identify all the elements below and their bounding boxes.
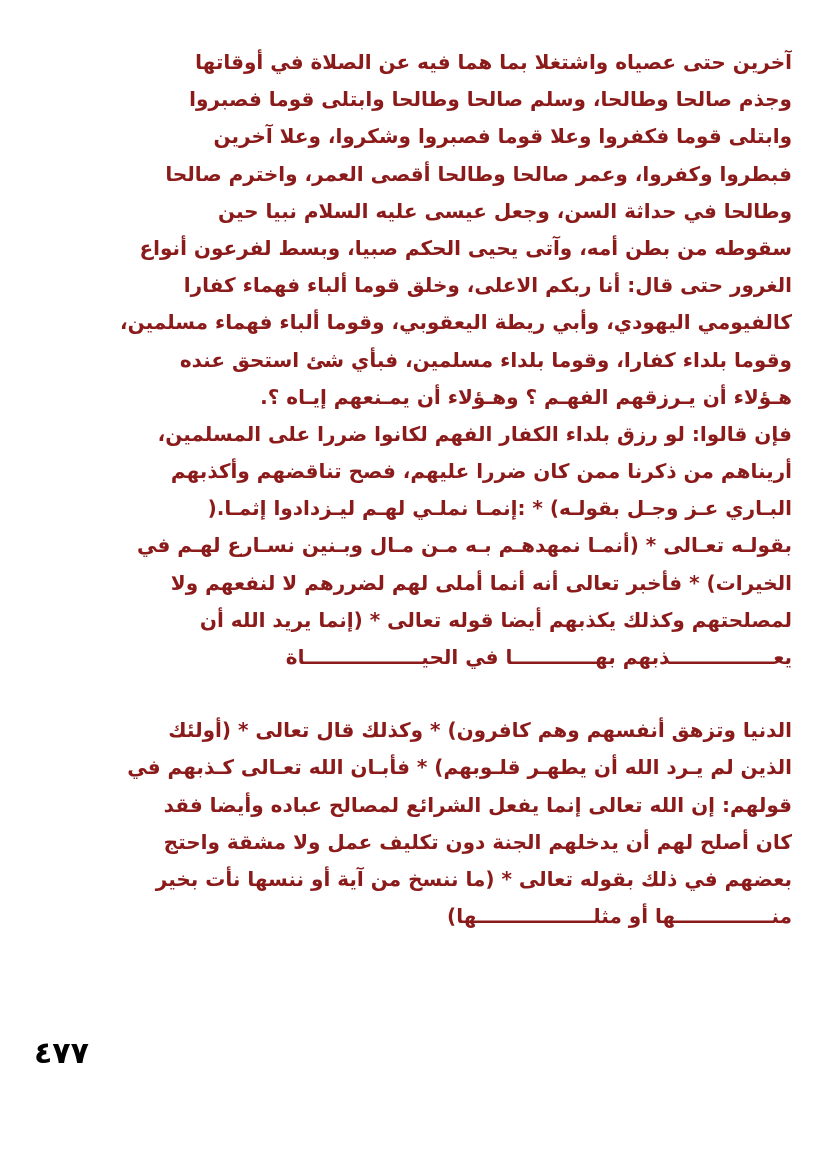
text-line: كالفيومي اليهودي، وأبي ريطة اليعقوبي، وقوما ألباء فهماء مسلمين، (119, 310, 792, 335)
paragraph-gap (80, 676, 792, 712)
text-line: وابتلى قوما فكفروا وعلا قوما فصبروا وشكروا، وعلا آخرين (213, 124, 792, 149)
page-body (80, 44, 792, 935)
text-line: أريناهم من ذكرنا ممن كان ضررا عليهم، فصح تناقضهم وأكذبهم (170, 459, 792, 484)
text-line: الذين لم يـرد الله أن يطهـر قلـوبهم) * فأبـان الله تعـالى كـذبهم في (127, 755, 792, 780)
paragraph-2 (80, 712, 792, 935)
paragraph-1 (80, 44, 792, 676)
text-line: فبطروا وكفروا، وعمر صالحا وطالحا أقصى العمر، واخترم صالحا (165, 161, 792, 186)
text-line: بعضهم في ذلك بقوله تعالى * (ما ننسخ من آية أو ننسها نأت بخير (155, 866, 792, 891)
text-line: كان أصلح لهم أن يدخلهم الجنة دون تكليف عمل ولا مشقة واحتج (163, 829, 792, 854)
text-line: وقوما بلداء كفارا، وقوما بلداء مسلمين، فبأي شئ استحق عنده (179, 347, 792, 372)
text-line: هـؤلاء أن يـرزقهم الفهـم ؟ وهـؤلاء أن يمـنعهم إيـاه ؟. (260, 384, 792, 409)
text-line: قولهم: إن الله تعالى إنما يفعل الشرائع لمصالح عباده وأيضا فقد (163, 792, 792, 817)
text-line: الغرور حتى قال: أنا ربكم الاعلى، وخلق قوما ألباء فهماء كفارا (183, 273, 792, 298)
text-line: سقوطه من بطن أمه، وآتى يحيى الحكم صبيا، وبسط لفرعون أنواع (139, 235, 792, 260)
text-line: الدنيا وتزهق أنفسهم وهم كافرون) * وكذلك قال تعالى * (أولئك (168, 718, 792, 743)
text-line: الخيرات) * فأخبر تعالى أنه أنما أملى لهم لضررهم لا لنفعهم ولا (170, 570, 792, 595)
text-line: البـاري عـز وجـل بقولـه) * :إنمـا نملـي لهـم ليـزدادوا إثمـا.( (207, 496, 792, 521)
text-line: يعـــــــــــــــذبهم بهــــــــــــا في الحيـــــــــــــــــاة (285, 645, 792, 669)
text-line: آخرين حتى عصياه واشتغلا بما هما فيه عن الصلاة في أوقاتها (195, 50, 792, 74)
text-line: فإن قالوا: لو رزق بلداء الكفار الفهم لكانوا ضررا على المسلمين، (157, 421, 792, 446)
text-line: بقولـه تعـالى * (أنمـا نمهدهـم بـه مـن مـال وبـنين نسـارع لهـم في (137, 533, 792, 558)
page-number: ٤٧٧ (34, 1036, 89, 1071)
text-line: وطالحا في حداثة السن، وجعل عيسى عليه السلام نبيا حين (218, 198, 792, 223)
text-line: منــــــــــــــها أو مثلـــــــــــــــــها) (447, 904, 792, 929)
text-line: وجذم صالحا وطالحا، وسلم صالحا وطالحا وابتلى قوما فصبروا (189, 87, 792, 112)
text-line: لمصلحتهم وكذلك يكذبهم أيضا قوله تعالى * (إنما يريد الله أن (199, 607, 792, 632)
